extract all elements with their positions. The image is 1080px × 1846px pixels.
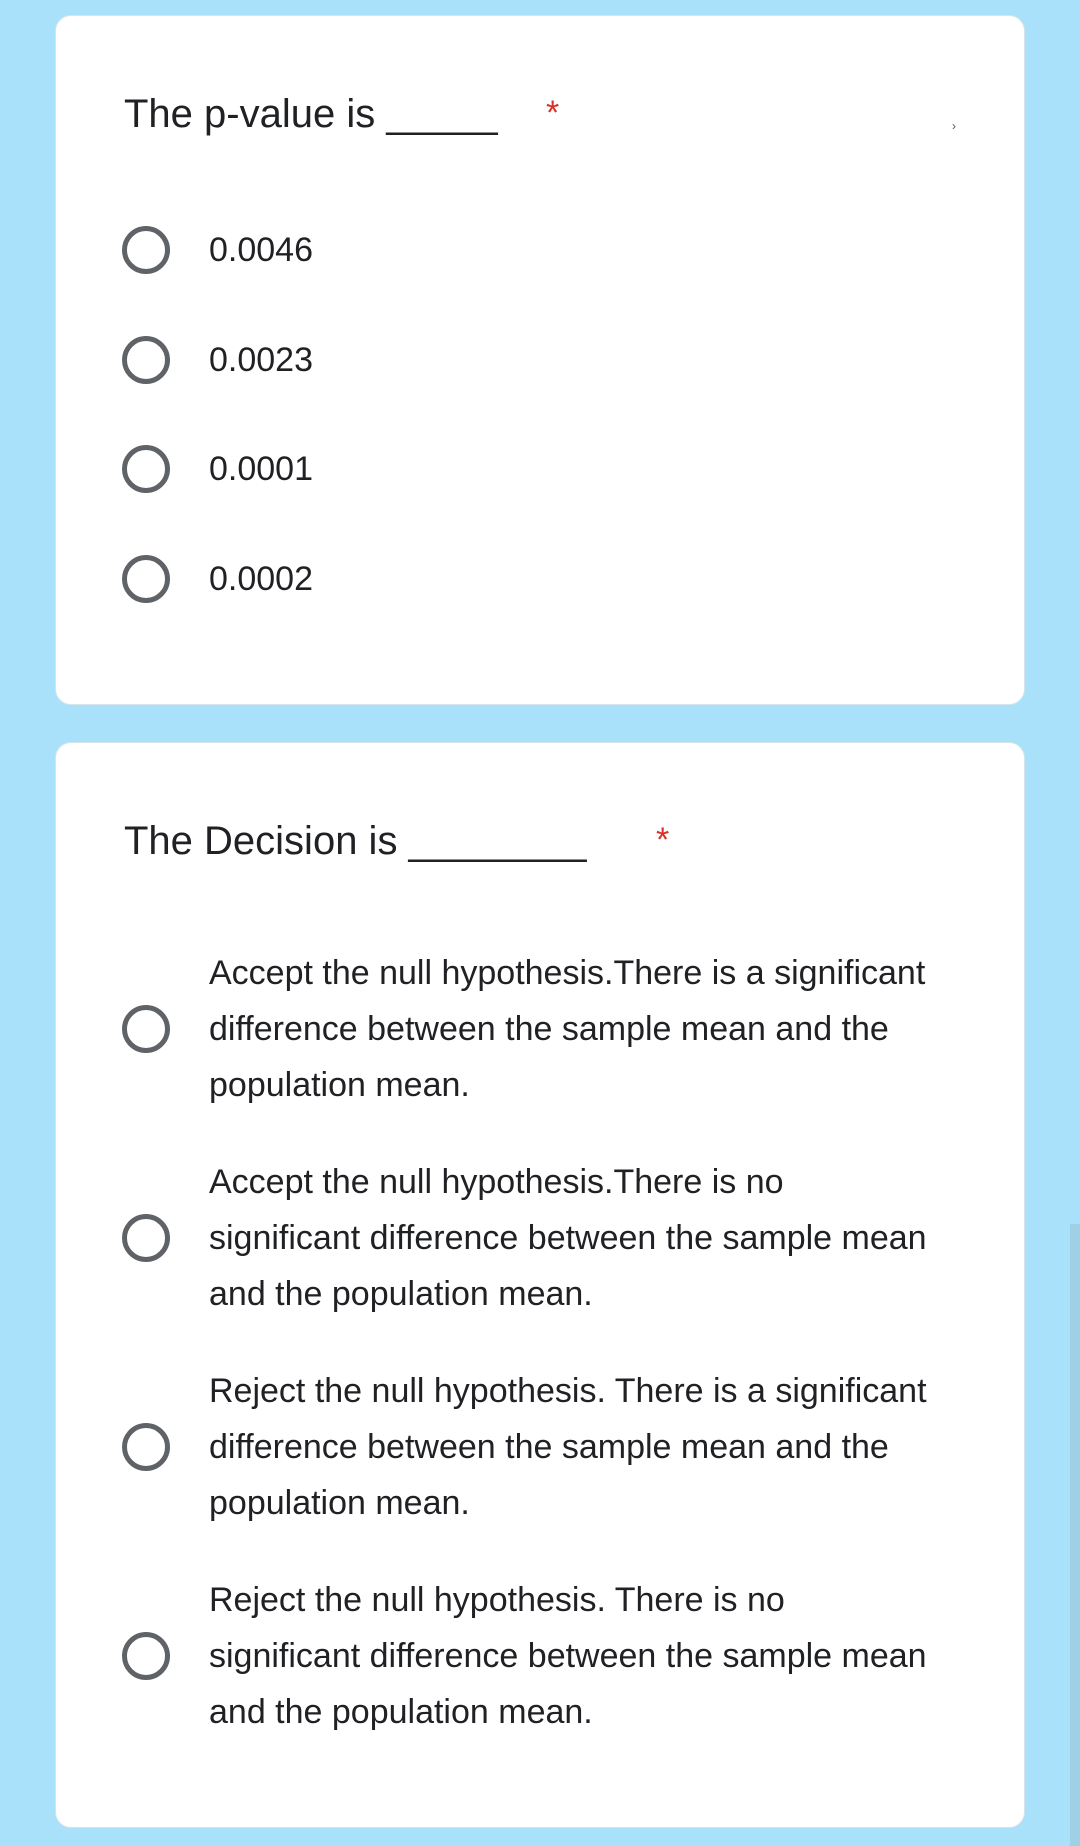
radio-button[interactable] bbox=[122, 336, 170, 384]
required-asterisk: * bbox=[656, 821, 670, 859]
radio-button[interactable] bbox=[122, 555, 170, 603]
radio-option[interactable] bbox=[122, 441, 929, 497]
radio-button[interactable] bbox=[122, 445, 170, 493]
radio-option[interactable] bbox=[122, 1572, 929, 1740]
radio-button[interactable] bbox=[122, 226, 170, 274]
option-label: 0.0023 bbox=[209, 341, 313, 379]
question-card-p-value bbox=[55, 15, 1025, 705]
option-label: 0.0002 bbox=[209, 560, 313, 598]
option-label: 0.0001 bbox=[209, 450, 313, 488]
question-title-text: The p-value is _____ bbox=[124, 92, 498, 136]
question-card-decision bbox=[55, 742, 1025, 1828]
required-asterisk: * bbox=[546, 94, 560, 132]
option-label: Reject the null hypothesis. There is no significant difference between the sample mean and the population mean. bbox=[209, 1581, 927, 1731]
radio-button[interactable] bbox=[122, 1632, 170, 1680]
radio-option[interactable] bbox=[122, 945, 929, 1113]
radio-option[interactable] bbox=[122, 1154, 929, 1322]
option-label: Accept the null hypothesis.There is a significant difference between the sample mean and the population mean. bbox=[209, 954, 926, 1104]
cursor-mark-icon: › bbox=[952, 119, 956, 133]
scrollbar[interactable] bbox=[1070, 1224, 1080, 1846]
question-title bbox=[124, 819, 587, 864]
option-label: Accept the null hypothesis.There is no significant difference between the sample mean and the population mean. bbox=[209, 1163, 927, 1313]
option-label: Reject the null hypothesis. There is a significant difference between the sample mean and the population mean. bbox=[209, 1372, 927, 1522]
radio-option[interactable] bbox=[122, 222, 929, 278]
radio-button[interactable] bbox=[122, 1214, 170, 1262]
option-label: 0.0046 bbox=[209, 231, 313, 269]
radio-option[interactable] bbox=[122, 1363, 929, 1531]
radio-button[interactable] bbox=[122, 1005, 170, 1053]
question-title bbox=[124, 92, 498, 137]
radio-option[interactable] bbox=[122, 551, 929, 607]
radio-option[interactable] bbox=[122, 332, 929, 388]
question-title-text: The Decision is ________ bbox=[124, 819, 587, 863]
radio-button[interactable] bbox=[122, 1423, 170, 1471]
